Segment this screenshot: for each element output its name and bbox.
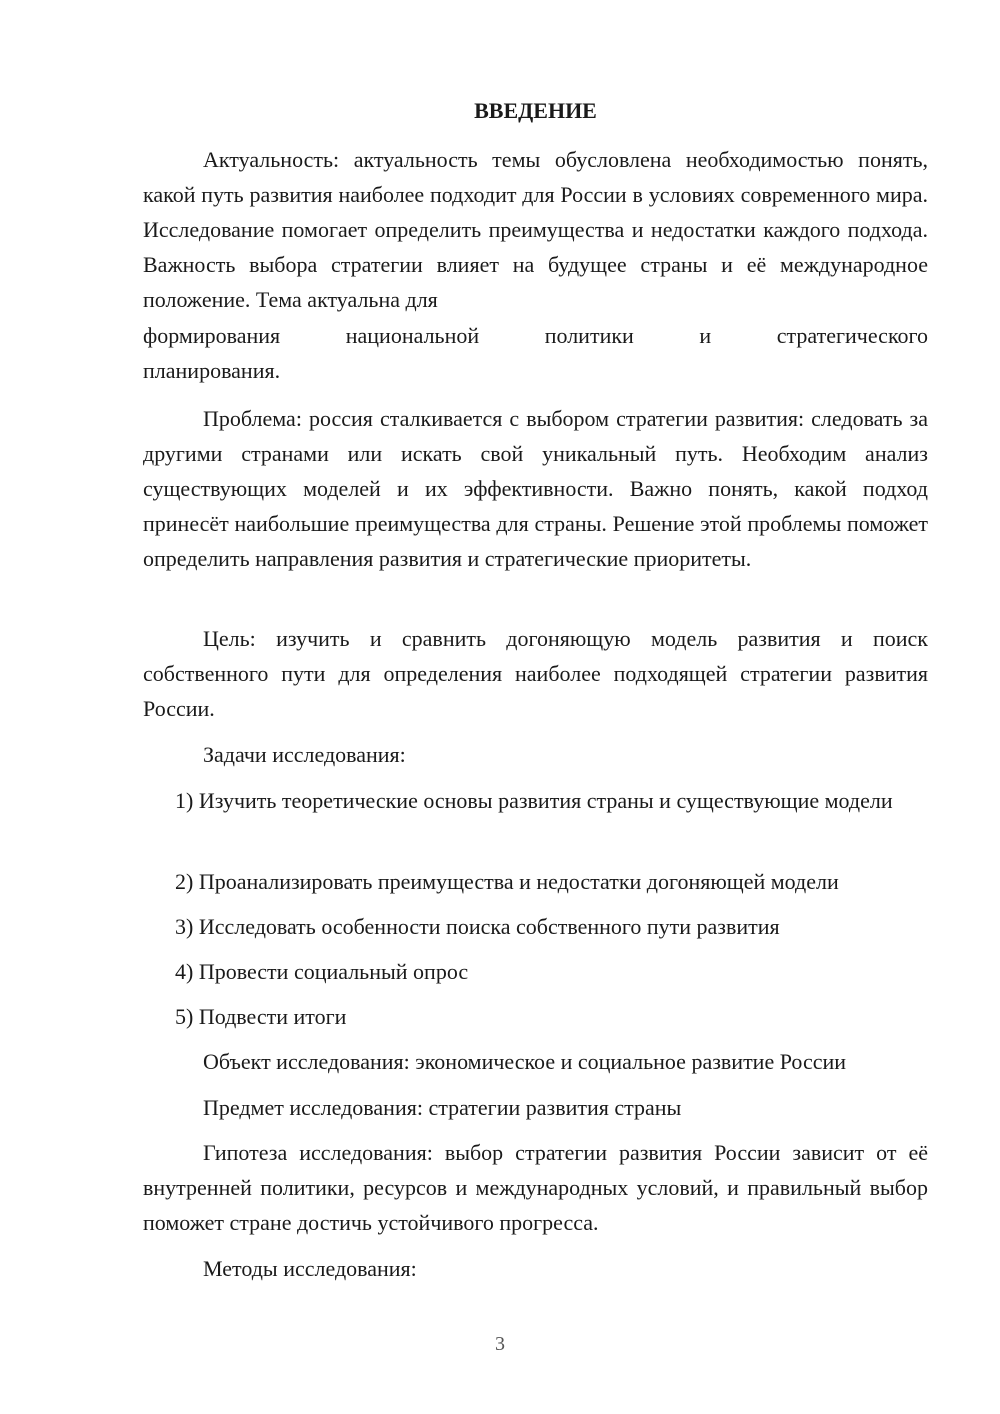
subject-paragraph: Предмет исследования: стратегии развития страны — [203, 1095, 682, 1120]
hypothesis-paragraph: Гипотеза исследования: выбор стратегии развития России зависит от её внутренней политики, ресурсов и международных условий, и правильный выбор поможет стране достичь устойчивого прогресса. — [143, 1140, 928, 1235]
relevance-paragraph: Актуальность: актуальность темы обусловлена необходимостью понять, какой путь развития наиболее подходит для России в условиях современного мира. Исследование помогает определить преимущества и недостатки каждого подхода. Важность выбора стратегии влияет на будущее страны и её международное положение. Тема актуальна для — [143, 147, 928, 312]
task-item: 5) Подвести итоги — [175, 1004, 347, 1029]
task-item: 1) Изучить теоретические основы развития страны и существующие модели — [175, 788, 893, 813]
page-number: 3 — [495, 1333, 505, 1355]
relevance-spread-line — [143, 318, 928, 353]
relevance-word: формирования — [143, 323, 281, 348]
methods-heading: Методы исследования: — [203, 1256, 417, 1281]
relevance-word: национальной — [345, 323, 480, 348]
section-heading: ВВЕДЕНИЕ — [474, 98, 597, 123]
task-item: 2) Проанализировать преимущества и недостатки догоняющей модели — [175, 869, 839, 894]
object-paragraph: Объект исследования: экономическое и социальное развитие России — [203, 1049, 847, 1074]
relevance-last-line: планирования. — [143, 358, 281, 383]
relevance-word: политики — [544, 323, 634, 348]
task-item: 3) Исследовать особенности поиска собственного пути развития — [175, 914, 780, 939]
relevance-word: и — [699, 323, 712, 348]
task-item: 4) Провести социальный опрос — [175, 959, 469, 984]
tasks-heading: Задачи исследования: — [203, 742, 406, 767]
problem-paragraph: Проблема: россия сталкивается с выбором стратегии развития: следовать за другими странами или искать свой уникальный путь. Необходим анализ существующих моделей и их эффективности. Важно понять, какой подход принесёт наибольшие преимущества для страны. Решение этой проблемы поможет определить направления развития и стратегические приоритеты. — [143, 406, 928, 571]
goal-paragraph: Цель: изучить и сравнить догоняющую модель развития и поиск собственного пути для определения наиболее подходящей стратегии развития России. — [143, 626, 928, 721]
relevance-word: стратегического — [776, 323, 928, 348]
